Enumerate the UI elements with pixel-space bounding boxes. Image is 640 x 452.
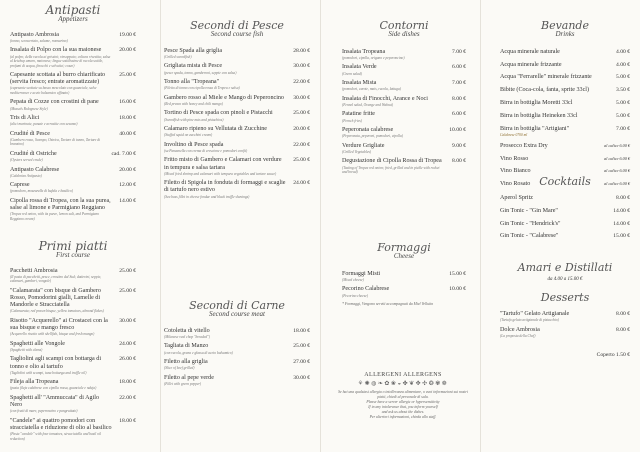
milk-icon: ◒ <box>397 381 403 387</box>
menu-item: Crudité di Pesce 40.00 € (Gambero rosso, Scampo, Ostrica, Tartare di tonno, Tartare di branzino) <box>10 130 136 147</box>
menu-item: Calamaro ripieno su Vellutata di Zucchine 20.00 € (Stuffed squid on zucchini cream) <box>164 126 310 138</box>
drink-item: Vino Rosato al calice 6.00 € <box>500 181 630 188</box>
amari-price: da 4.00 a 15.00 € <box>547 277 583 282</box>
primi-title: Primi piatti <box>38 239 108 253</box>
secondi-pesce-title: Secondi di Pesce <box>190 19 284 32</box>
menu-item: Involtino di Pesce spada 22.00 € (su Panzanella con crema di crescione e pomodori confit) <box>164 141 310 153</box>
drink-item: Acqua minerale frizzante 4.00 € <box>500 61 630 68</box>
coperto: Coperto 1.50 € <box>596 352 630 359</box>
drink-item: Birra in bottiglia Heineken 33cl 5.00 € <box>500 112 630 119</box>
formaggi-note: * Formaggi, Vengono serviti accompagnati da Miel Vellutin <box>342 302 434 307</box>
sesame-icon: ✣ <box>422 381 429 387</box>
menu-item: Tagliolini agli scampi con bottarga di tonno e olio al tartufo 26.00 € (Tagliolini with scampi, tuna bottarga and truffle oil) <box>10 356 136 375</box>
menu-item: Grigliata mista di Pesce 30.00 € (pesce spada, tonno, gamberoni, seppie con salsa) <box>164 63 310 75</box>
formaggi-title: Formaggi <box>377 241 431 254</box>
secondi-carne-subtitle: Second course meat <box>209 310 265 318</box>
drink-item: Gin Tonic - "Calabrese" 15.00 € <box>500 233 630 240</box>
drink-item: Gin Tonic - "Hendrick's" 14.00 € <box>500 220 630 227</box>
panel-bevande <box>480 0 640 452</box>
nuts-icon: ✤ <box>402 381 410 387</box>
drink-item: Vino Rosso al calice 6.00 € <box>500 155 630 162</box>
cocktails-title: Cocktails <box>539 175 591 188</box>
panel-antipasti-primi <box>0 0 160 452</box>
egg-icon: ◍ <box>371 381 378 387</box>
menu-item: Fritto misto di Gambero e Calamari con verdure in tempura e salsa tartara 25.00 € (Mixed fried shrimp and calamari with tempura vegetables and tartare sauce) <box>164 157 310 176</box>
menu-item: Spaghetti all' "Ammuccata" di Agilo Nero 22.00 € (con frutti di mare, peperoncino e pangrattato) <box>10 394 136 414</box>
drink-item: Prosecco Extra Dry al calice 6.00 € <box>500 142 630 149</box>
bevande-list <box>500 49 630 189</box>
secondi-carne-title: Secondi di Carne <box>189 299 285 312</box>
menu-item: Pecorino Calabrese 10.00 € (Pecorino cheese) <box>342 286 466 298</box>
allergeni-title: ALLERGENI ALLERGENS <box>364 372 442 378</box>
drink-item: Bibite (Coca-cola, fanta, sprite 33cl) 3.50 € <box>500 87 630 94</box>
allergeni-note: Se hai una qualsiasi allergia o intolleranza alimentare, o vuoi informazioni sui nostri piatti, chiedi al personale di sala. Please have a server allergic or hypersensitivity If in any intolerance that, you inform yourself and ask us about the dishes. Per ulteriori informazioni, chieda allo staff. <box>338 390 468 419</box>
menu-item: Pesce Spada alla griglia 28.00 € (Grilled swordfish) <box>164 47 310 59</box>
menu-item: Patatine fritte 6.00 € (French fries) <box>342 111 466 123</box>
menu-item: Tagliata di Manzo 25.00 € (con rucola, grana e glassa di aceto balsamico) <box>164 343 310 355</box>
secondi-pesce-subtitle: Second course fish <box>210 30 264 38</box>
soy-icon: ❀ <box>390 381 398 387</box>
menu-item: "Candele" ai quattro pomodori con stracciatella e riduzione di olio al basilico 18.00 € (Pasta "candele" with four tomatoes, stracciatella and basil oil reduction) <box>10 417 136 441</box>
drink-item: Acqua "Ferrarelle" minerale frizzante 5.00 € <box>500 74 630 81</box>
mollusc-icon: ❁ <box>441 381 449 387</box>
menu-item: Verdure Grigliate 9.00 € (Grilled Vegetables) <box>342 142 466 154</box>
crustacean-icon: ✺ <box>364 381 372 387</box>
cocktails-list <box>500 195 630 241</box>
menu-item: Insalata Verde 6.00 € (Green salad) <box>342 64 466 76</box>
drink-item: Acqua minerale naturale 4.00 € <box>500 48 630 55</box>
secondi-carne-list <box>164 328 310 387</box>
primi-subtitle: First course <box>55 251 91 259</box>
menu-item: Insalata di Polpo con la sua maionese 20.00 € (al polpo; della rucola ai grissini; rinsoppato; coltura rivestita; salsa al ketchup amaro, maionese; lingue sottilissime di rucola sottile, profumi di acqua, finocchi e selvatici; cozze) <box>10 47 136 68</box>
menu-item: Formaggi Misti 15.00 € (Mixed cheese) <box>342 270 466 282</box>
menu-item: Insalata di Finocchi, Arance e Noci 8.00 € (Fennel salad, Orange and Walnut) <box>342 95 466 107</box>
sulphite-icon: ❂ <box>428 381 436 387</box>
antipasti-title: Antipasti <box>45 3 101 17</box>
menu-item: Spaghetti alle Vongole 24.00 € (Spaghetti with clams) <box>10 340 136 352</box>
menu-item: Filetto al pepe verde 30.00 € (Fillet with green pepper) <box>164 374 310 386</box>
menu-item: "Tartufo" Gelato Artigianale 8.00 € (Tartufo gelato artigianale di pistacchio) <box>500 311 630 323</box>
allergen-icons <box>338 380 468 387</box>
antipasti-subtitle: Appetizers <box>58 15 88 23</box>
menu-item: Filetto di Spigola in fonduta di formaggi e scaglie di tartufo nero estivo 24.00 € (Sea bass fillet in cheese fondue and black truffle shavings) <box>164 180 310 199</box>
menu-item: Risotto "Acquerello" ai Crostacei con la sua bisque e mango fresco 30.00 € (Acquerello risotto with shellfish, bisque and fresh mango) <box>10 317 136 337</box>
bevande-title: Bevande <box>540 19 589 32</box>
drink-item: Vino Bianco al calice 6.00 € <box>500 168 630 175</box>
menu-item: "Calamarata" con bisque di Gambero Rosso, Pomodorini gialli, Lamelle di Mandorle e Stracciatella 25.00 € (Calamarata; red prawn bisque, yellow tomatoes, almond flakes) <box>10 287 136 314</box>
menu-item: Fileja alla Tropeana 18.00 € (pasta fileja calabrese con cipolla rossa, guanciale e nduja) <box>10 379 136 391</box>
menu-item: Antipasto Calabrese 20.00 € (Calabrian Antipasto) <box>10 166 136 178</box>
gluten-icon: ⚘ <box>357 381 365 387</box>
menu-item: Peperonata calabrese 10.00 € (Peperonata, peperoni, pomodori, cipolla) <box>342 127 466 139</box>
dessert-title: Desserts <box>540 291 590 304</box>
menu-item: Tortino di Pesce spada con pinoli e Pistacchi 25.00 € (Swordfish with pine nuts and pistachios) <box>164 110 310 122</box>
contorni-list <box>342 49 466 175</box>
primi-list <box>10 268 136 441</box>
celery-icon: ❦ <box>409 381 416 387</box>
lupin-icon: ✾ <box>435 381 442 387</box>
menu-item: Caprese 12.00 € (pomodoro, mozzarella di bufala e basilico) <box>10 182 136 194</box>
menu-item: Crudité di Ostriche cad. 7.00 € (Oysters served crude) <box>10 150 136 163</box>
drink-item: Birra in bottiglia "Artigiani" 7.00 € Calabrese 0700 ml <box>500 125 630 137</box>
secondi-pesce-list <box>164 48 310 199</box>
menu-item: Dolce Ambrosia 8.00 € (La proposta della Chef) <box>500 326 630 338</box>
menu-item: Pepata di Cozze con crostini di pane 16.00 € (Mussels Bolognese Style) <box>10 99 136 111</box>
antipasti-list <box>10 32 136 222</box>
menu-item: Insalata Tropeana 7.00 € (pomodori, cipolla, origano e peperoncino) <box>342 48 466 60</box>
contorni-subtitle: Side dishes <box>388 30 420 38</box>
menu-item: Degustazione di Cipolla Rossa di Tropea 8.00 € (Tasting of Tropea red onion; fried, grilled and in pickle with rocket and bread) <box>342 158 466 175</box>
fish-icon: ❧ <box>377 381 385 387</box>
menu-item: Gambero rosso al Miele e Mango di Peperoncino 30.00 € (Red prawn with honey and chili mango) <box>164 94 310 106</box>
drink-item: Aperol Spritz 8.00 € <box>500 195 630 201</box>
peanut-icon: ✿ <box>384 381 391 387</box>
formaggi-subtitle: Cheese <box>393 252 415 260</box>
drink-item: Gin Tonic - "Gin Mare" 14.00 € <box>500 207 630 214</box>
menu-item: Pacchetti Ambrosia 25.00 € (Il pasta di pacchetti, pesce, crostino dal Sud; datterini, seppie, calamari, gamberi, vongole) <box>10 267 136 284</box>
menu-item: Tris di Alici 18.00 € (alici marinate, panate e arrostite con sesamo) <box>10 115 136 127</box>
menu-item: Filetto alla griglia 27.00 € (Slice of beef grilled) <box>164 359 310 371</box>
bevande-subtitle: Drinks <box>555 30 575 38</box>
menu-item: Capesante scottata al burro chiarificato (servita fresco; entrate aromatizzate) 25.00 € (capesante scottate su basso mescolato con guanciale, salse mediterranee e aceto balsamico affinato) <box>10 72 136 95</box>
menu-item: Antipasto Ambrosia 19.00 € (tonno, sconcertato, salame, rosmarino) <box>10 31 136 43</box>
dessert-list <box>500 311 630 338</box>
menu-item: Tonno alla "Tropeana" 22.00 € (Filetto di tonno con cipolla rossa di Tropea e salsa) <box>164 79 310 91</box>
formaggi-list <box>342 271 466 298</box>
drink-item: Birra in bottiglia Moretti 33cl 5.00 € <box>500 99 630 106</box>
panel-secondi <box>160 0 320 452</box>
contorni-title: Contorni <box>379 19 429 32</box>
amari-title: Amari e Distillati <box>517 261 613 274</box>
panel-contorni-formaggi <box>320 0 480 452</box>
menu-item: Cotoletta di vitello 18.00 € (Milanese veal chop "breaded") <box>164 327 310 339</box>
menu-item: Insalata Mista 7.00 € (pomodori, carote, mais, rucola, lattuga) <box>342 80 466 92</box>
mustard-icon: ✥ <box>415 381 423 387</box>
menu-item: Cipolla rossa di Tropea, con la sua purea, salse al limone e Parmigiano Reggiano 14.00 € (Tropea red onion, with its puree, lemon salt, and Parmigiano Reggiano cream) <box>10 197 136 221</box>
